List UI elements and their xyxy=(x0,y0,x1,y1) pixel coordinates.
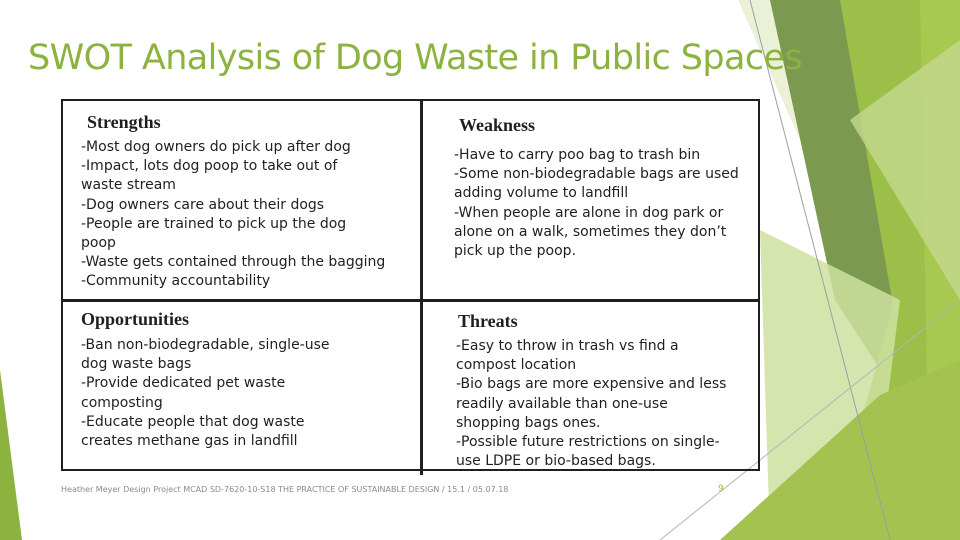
left-green-triangle xyxy=(0,370,22,540)
page-number: 9 xyxy=(718,484,724,494)
weakness-line: -Some non-biodegradable bags are used xyxy=(454,166,739,183)
slide-title: SWOT Analysis of Dog Waste in Public Spaces xyxy=(28,38,803,78)
strengths-title: Strengths xyxy=(87,112,161,132)
strengths-line: poop xyxy=(81,235,116,252)
weakness-line: adding volume to landfill xyxy=(454,185,629,202)
opportunities-line: dog waste bags xyxy=(81,356,192,373)
strengths-line: -Community accountability xyxy=(81,273,271,290)
threats-line: shopping bags ones. xyxy=(456,414,601,431)
strengths-line: -Most dog owners do pick up after dog xyxy=(81,139,351,155)
opportunities-line: creates methane gas in landfill xyxy=(81,433,298,450)
strengths-line: -Waste gets contained through the bagging xyxy=(81,254,386,271)
opportunities-line: -Provide dedicated pet waste xyxy=(81,375,286,392)
weakness-line: alone on a walk, sometimes they don’t xyxy=(454,223,727,240)
weakness-line: -When people are alone in dog park or xyxy=(454,204,724,221)
opportunities-body xyxy=(81,336,330,451)
threats-line: -Possible future restrictions on single- xyxy=(456,434,720,451)
opportunities-line: composting xyxy=(81,394,163,411)
weakness-line: pick up the poop. xyxy=(454,243,577,260)
strengths-line: -Dog owners care about their dogs xyxy=(81,196,325,213)
strengths-body xyxy=(81,138,385,292)
weakness-line: -Have to carry poo bag to trash bin xyxy=(454,147,701,163)
opportunities-line: -Ban non-biodegradable, single-use xyxy=(81,337,330,353)
swot-vertical-divider xyxy=(420,99,423,475)
threats-line: -Easy to throw in trash vs find a xyxy=(456,338,679,354)
threats-line: use LDPE or bio-based bags. xyxy=(456,453,656,470)
threats-line: readily available than one-use xyxy=(456,395,668,412)
threats-line: compost location xyxy=(456,357,577,374)
opportunities-title: Opportunities xyxy=(81,309,190,329)
threats-body xyxy=(456,337,726,471)
threats-title: Threats xyxy=(458,311,518,331)
weakness-title: Weakness xyxy=(459,115,536,135)
threats-line: -Bio bags are more expensive and less xyxy=(456,376,727,393)
weakness-body xyxy=(454,146,739,261)
swot-horizontal-divider xyxy=(61,299,758,302)
strengths-line: -Impact, lots dog poop to take out of xyxy=(81,158,338,175)
slide-footer: Heather Meyer Design Project MCAD SD-7620-10-S18 THE PRACTICE OF SUSTAINABLE DESIGN / 15.1 / 05.07.18 xyxy=(61,485,509,494)
strengths-line: -People are trained to pick up the dog xyxy=(81,215,347,232)
strengths-line: waste stream xyxy=(81,177,176,194)
opportunities-line: -Educate people that dog waste xyxy=(81,413,305,430)
